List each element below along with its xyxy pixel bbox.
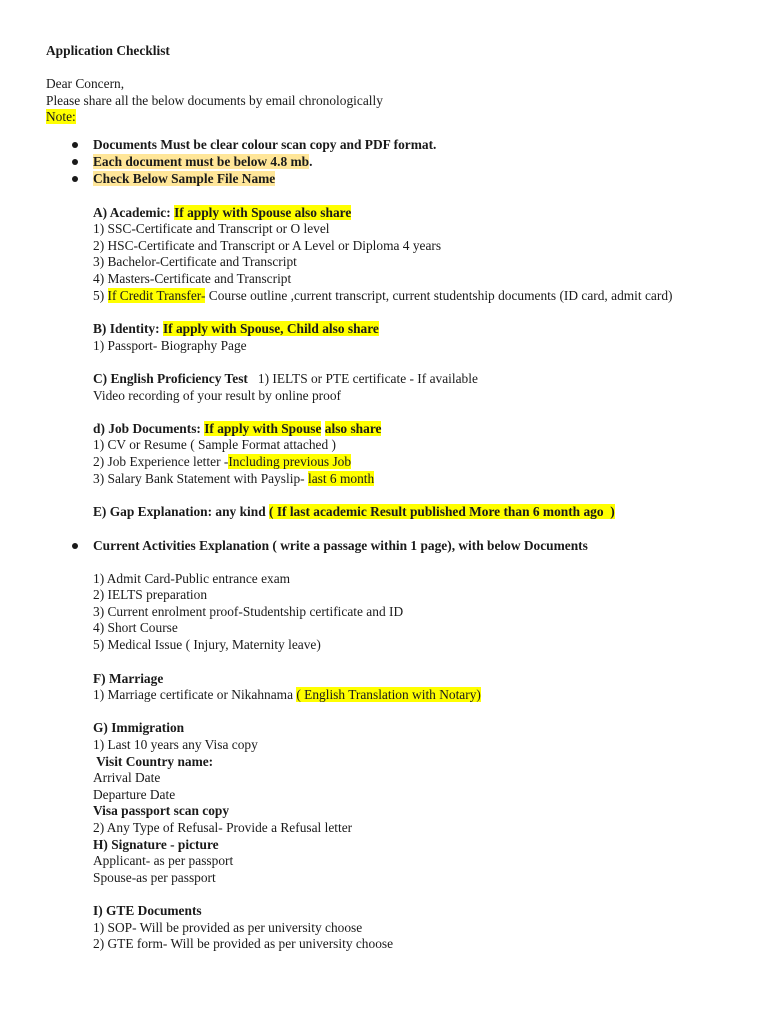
sample-file-highlight: Check Below Sample File Name — [93, 171, 276, 186]
visa-passport-scan: Visa passport scan copy — [93, 803, 230, 818]
job-item-2: 2) Job Experience letter -Including previous Job — [93, 454, 352, 469]
marriage-item-1: 1) Marriage certificate or Nikahnama ( English Translation with Notary) — [93, 687, 481, 702]
gte-item-1: 1) SOP- Will be provided as per university choose — [93, 920, 363, 935]
immigration-item-1: 1) Last 10 years any Visa copy — [93, 737, 258, 752]
section-marriage-heading: F) Marriage — [93, 671, 164, 686]
section-academic-heading: A) Academic: If apply with Spouse also share — [93, 205, 352, 220]
section-job-heading: d) Job Documents: If apply with Spouse also share — [93, 421, 382, 436]
section-english-heading: C) English Proficiency Test 1) IELTS or PTE certificate - If available — [93, 371, 478, 386]
arrival-date: Arrival Date — [93, 770, 161, 785]
note-label — [46, 109, 76, 126]
bullet-scan-format: Documents Must be clear colour scan copy and PDF format. — [93, 137, 437, 152]
english-video-line: Video recording of your result by online proof — [93, 388, 341, 403]
greeting: Dear Concern, — [46, 76, 125, 91]
six-month-highlight: last 6 month — [307, 471, 375, 486]
note-highlight: Note: — [46, 109, 76, 124]
current-item-3: 3) Current enrolment proof-Studentship certificate and ID — [93, 604, 404, 619]
identity-item-1: 1) Passport- Biography Page — [93, 338, 247, 353]
identity-spouse-highlight: If apply with Spouse, Child also share — [162, 321, 379, 336]
academic-item-3: 3) Bachelor-Certificate and Transcript — [93, 254, 297, 269]
academic-spouse-highlight: If apply with Spouse also share — [174, 205, 352, 220]
doc-title: Application Checklist — [46, 43, 170, 58]
current-item-2: 2) IELTS preparation — [93, 587, 208, 602]
academic-item-1: 1) SSC-Certificate and Transcript or O level — [93, 221, 330, 236]
gap-condition-highlight: ( If last academic Result published More than 6 month ago ) — [269, 504, 615, 519]
bullet-current-activities: Current Activities Explanation ( write a passage within 1 page), with below Documents — [93, 538, 588, 553]
visit-country-label: Visit Country name: — [93, 754, 214, 769]
section-signature-heading: H) Signature - picture — [93, 837, 219, 852]
job-also-share-highlight: also share — [324, 421, 382, 436]
section-gap-heading: E) Gap Explanation: any kind ( If last academic Result published More than 6 month ago ) — [93, 504, 615, 519]
job-spouse-highlight: If apply with Spouse — [204, 421, 322, 436]
signature-applicant: Applicant- as per passport — [93, 853, 234, 868]
bullet-sample-file-name — [93, 171, 275, 188]
departure-date: Departure Date — [93, 787, 176, 802]
job-item-3: 3) Salary Bank Statement with Payslip- last 6 month — [93, 471, 375, 486]
previous-job-highlight: Including previous Job — [228, 454, 352, 469]
job-item-1: 1) CV or Resume ( Sample Format attached ) — [93, 437, 336, 452]
signature-spouse: Spouse-as per passport — [93, 870, 216, 885]
gte-item-2: 2) GTE form- Will be provided as per university choose — [93, 936, 394, 951]
intro-text: Please share all the below documents by email chronologically — [46, 93, 383, 108]
academic-item-2: 2) HSC-Certificate and Transcript or A Level or Diploma 4 years — [93, 238, 442, 253]
academic-item-5: 5) If Credit Transfer- Course outline ,current transcript, current studentship documents (ID card, admit card) — [93, 288, 673, 303]
academic-item-4: 4) Masters-Certificate and Transcript — [93, 271, 292, 286]
current-item-1: 1) Admit Card-Public entrance exam — [93, 571, 291, 586]
bullet-size-limit: Each document must be below 4.8 mb. — [93, 154, 313, 169]
section-gte-heading: I) GTE Documents — [93, 903, 202, 918]
bullet-dot — [72, 142, 78, 148]
current-item-4: 4) Short Course — [93, 620, 178, 635]
bullet-dot — [72, 543, 78, 549]
current-item-5: 5) Medical Issue ( Injury, Maternity leave) — [93, 637, 321, 652]
section-immigration-heading: G) Immigration — [93, 720, 185, 735]
size-limit-highlight: Each document must be below 4.8 mb — [93, 154, 310, 169]
section-identity-heading: B) Identity: If apply with Spouse, Child also share — [93, 321, 379, 336]
bullet-dot — [72, 176, 78, 182]
credit-transfer-highlight: If Credit Transfer- — [107, 288, 206, 303]
bullet-dot — [72, 159, 78, 165]
translation-notary-highlight: ( English Translation with Notary) — [296, 687, 481, 702]
immigration-item-2: 2) Any Type of Refusal- Provide a Refusal letter — [93, 820, 353, 835]
